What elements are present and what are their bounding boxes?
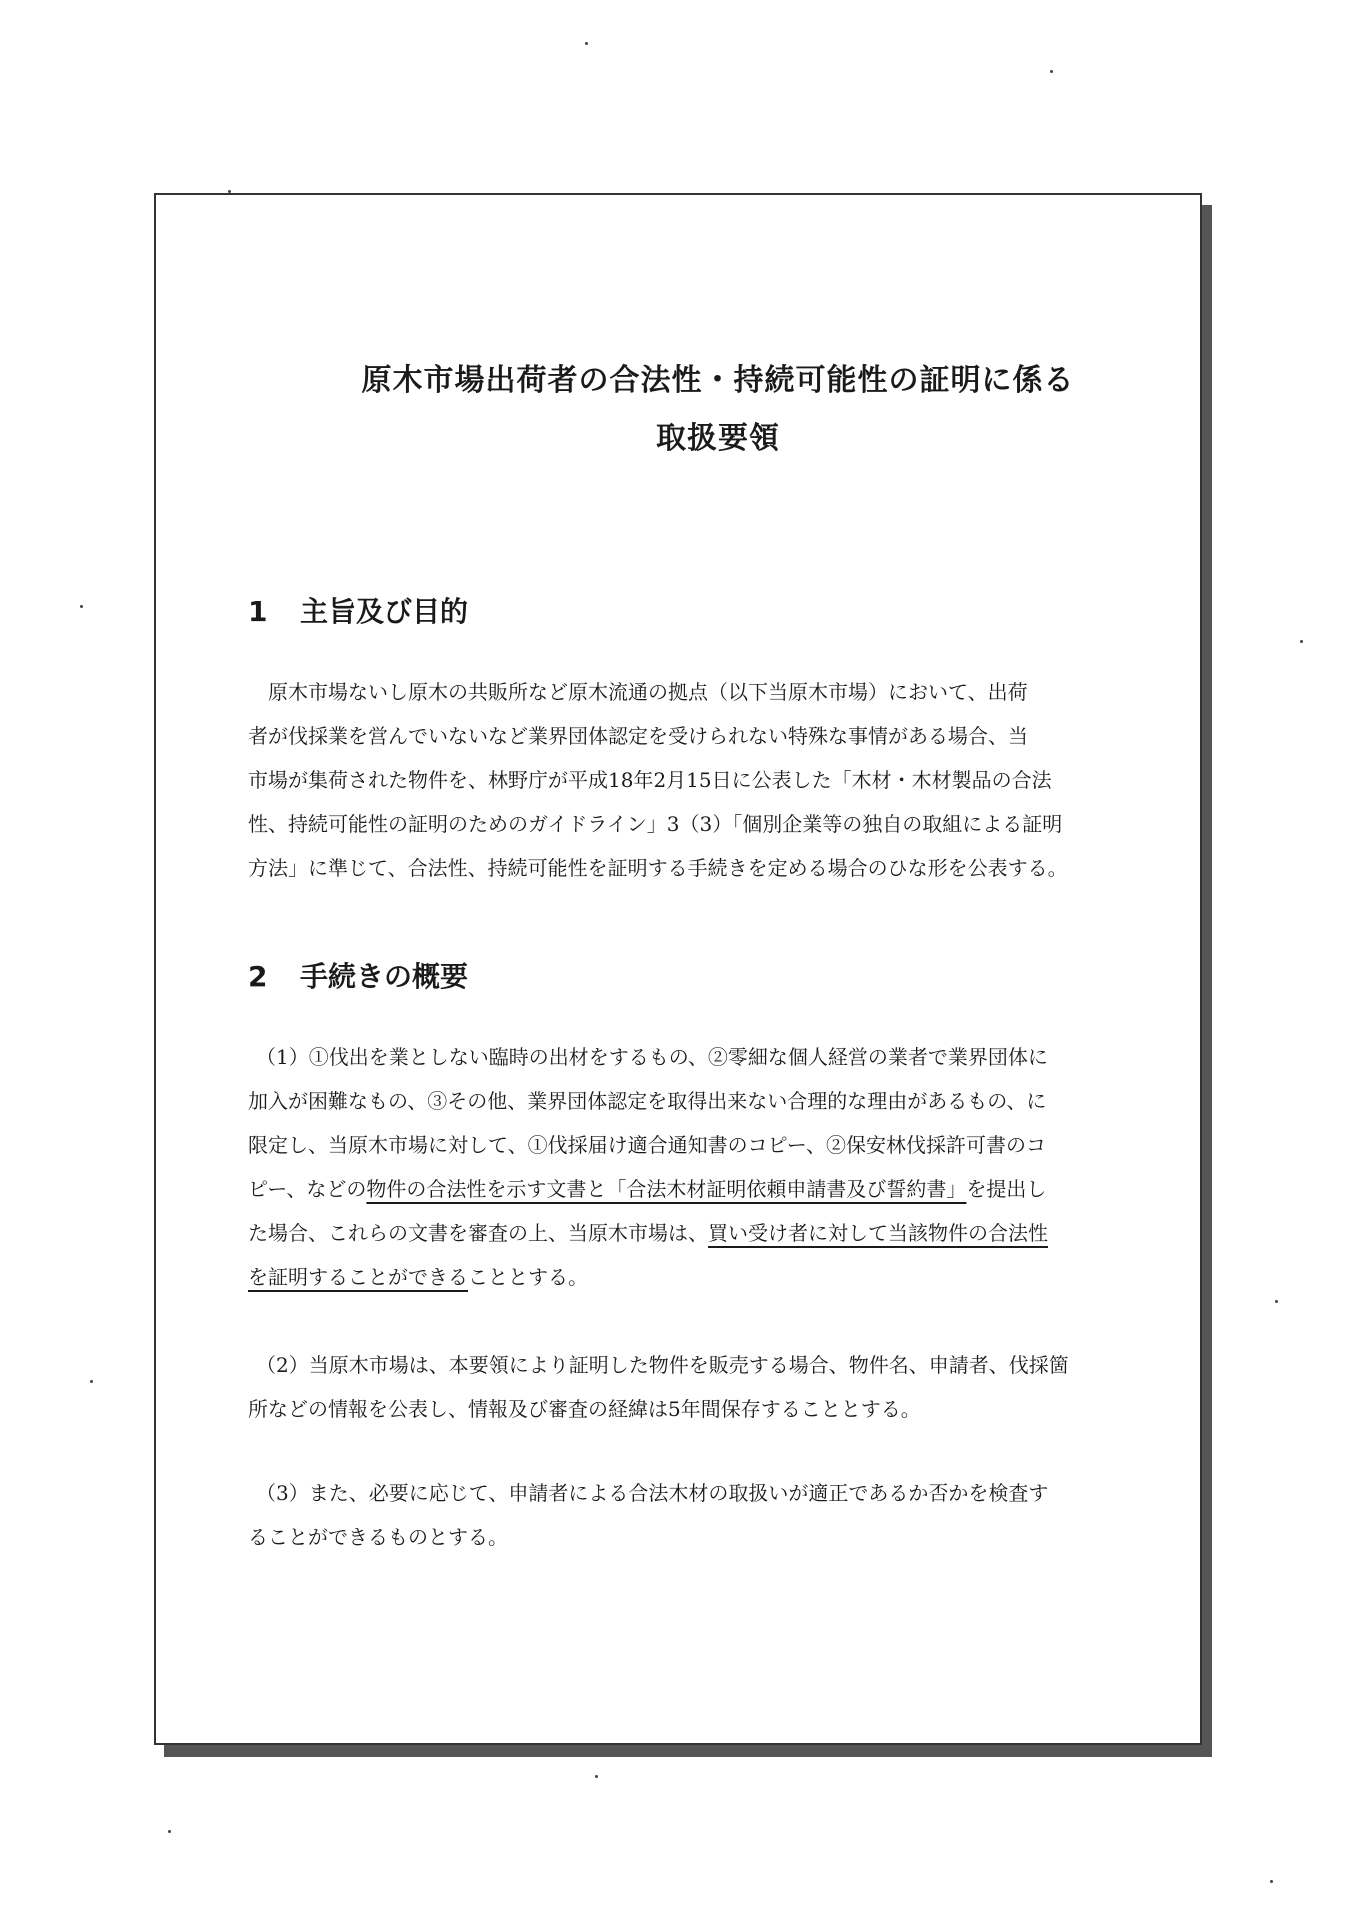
section-2-heading — [248, 955, 468, 995]
paragraph-line: 加入が困難なもの、③その他、業界団体認定を取得出来ない合理的な理由があるもの、に — [248, 1089, 1047, 1113]
section-title: 手続きの概要 — [300, 960, 469, 993]
paragraph-line: 方法」に準じて、合法性、持続可能性を証明する手続きを定める場合のひな形を公表する。 — [248, 856, 1068, 880]
scan-speck — [228, 190, 231, 193]
paragraph-line: 限定し、当原木市場に対して、①伐採届け適合通知書のコピー、②保安林伐採許可書のコ — [248, 1133, 1046, 1157]
scan-speck — [1050, 70, 1053, 73]
paragraph-line: ることができるものとする。 — [248, 1525, 508, 1549]
section-number: 2 — [248, 960, 268, 993]
scan-speck — [168, 1830, 171, 1833]
paragraph-line: 者が伐採業を営んでいないなど業界団体認定を受けられない特殊な事情がある場合、当 — [248, 724, 1028, 748]
document-title-line1: 原木市場出荷者の合法性・持続可能性の証明に係る — [361, 363, 1075, 398]
section-title: 主旨及び目的 — [300, 595, 469, 628]
paragraph-line: 市場が集荷された物件を、林野庁が平成18年2月15日に公表した「木材・木材製品の合法 — [248, 768, 1052, 792]
paragraph-line: 性、持続可能性の証明のためのガイドライン」3（3）「個別企業等の独自の取組による証明 — [248, 812, 1063, 836]
section-1-paragraph — [248, 670, 1118, 890]
section-1-heading — [248, 590, 468, 630]
paragraph-line: （1）①伐出を業としない臨時の出材をするもの、②零細な個人経営の業者で業界団体に — [256, 1045, 1048, 1069]
paragraph-line: （3）また、必要に応じて、申請者による合法木材の取扱いが適正であるか否かを検査す — [256, 1481, 1049, 1505]
paragraph-line: （2）当原木市場は、本要領により証明した物件を販売する場合、物件名、申請者、伐採箇 — [256, 1353, 1069, 1377]
section-2-item-3 — [248, 1471, 1118, 1559]
scan-speck — [1300, 640, 1303, 643]
document-frame — [154, 193, 1202, 1745]
scan-speck — [80, 605, 83, 608]
paragraph-line: を証明することができることとする。 — [248, 1265, 588, 1289]
scan-speck — [1270, 1880, 1273, 1883]
paragraph-line: た場合、これらの文書を審査の上、当原木市場は、買い受け者に対して当該物件の合法性 — [248, 1221, 1048, 1245]
paragraph-line: 所などの情報を公表し、情報及び審査の経緯は5年間保存することとする。 — [248, 1397, 921, 1421]
section-2-item-1 — [248, 1035, 1118, 1299]
underlined-text: 物件の合法性を示す文書と「合法木材証明依頼申請書及び誓約書」 — [366, 1177, 967, 1201]
section-number: 1 — [248, 595, 268, 628]
section-2-item-2 — [248, 1343, 1118, 1431]
underlined-text: 買い受け者に対して当該物件の合法性 — [708, 1221, 1048, 1245]
scan-speck — [585, 42, 588, 45]
paragraph-line: 原木市場ないし原木の共販所など原木流通の拠点（以下当原木市場）において、出荷 — [268, 680, 1028, 704]
scan-speck — [595, 1775, 598, 1778]
scan-speck — [1275, 1300, 1278, 1303]
document-title-line2: 取扱要領 — [656, 421, 780, 456]
scan-speck — [90, 1380, 93, 1383]
paragraph-line: ピー、などの物件の合法性を示す文書と「合法木材証明依頼申請書及び誓約書」を提出し — [248, 1177, 1047, 1201]
underlined-text: を証明することができる — [248, 1265, 468, 1289]
